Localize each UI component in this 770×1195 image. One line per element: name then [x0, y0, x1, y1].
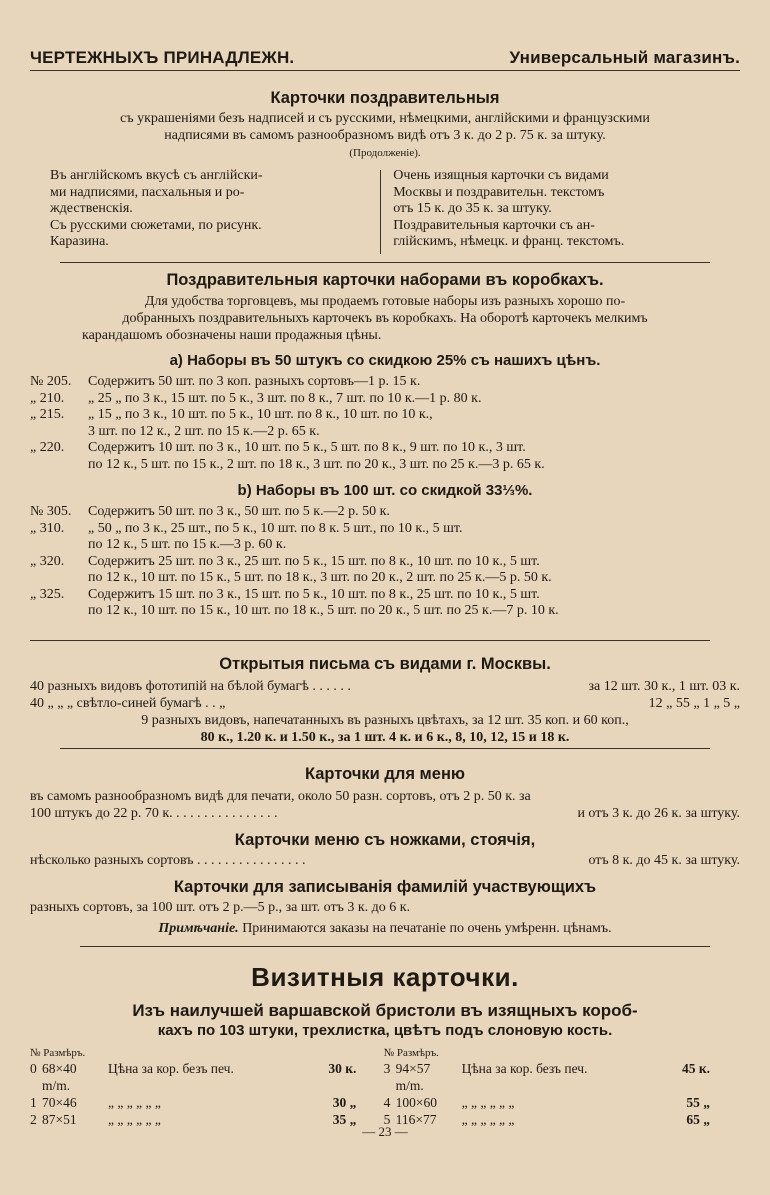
item-text: по 12 к., 10 шт. по 15 к., 10 шт. по 18 к., 5 шт. по 20 к., 5 шт. по 25 к.—7 р. 10 к.	[88, 603, 559, 618]
subsection-a-title: а) Наборы въ 50 штукъ со скидкою 25% съ нашихъ цѣнъ.	[169, 352, 601, 369]
section-visiting-cards	[30, 962, 740, 1041]
text-line: 9 разныхъ видовъ, напечатанныхъ въ разныхъ цвѣтахъ, за 12 шт. 35 коп. и 60 коп.,	[141, 713, 629, 728]
table-left	[30, 1046, 356, 1128]
section-box-sets	[30, 270, 740, 620]
list-item-continued	[30, 424, 740, 441]
section-title: Карточки поздравительныя	[270, 89, 500, 107]
list-item-continued	[30, 537, 740, 554]
two-column-block	[50, 168, 710, 256]
item-price: и отъ 3 к. до 26 к. за штуку.	[577, 806, 740, 821]
item-number: „ 220.	[30, 440, 65, 455]
list-item	[30, 504, 740, 521]
section-title: Поздравительныя карточки наборами въ коробкахъ.	[166, 271, 604, 289]
text-line: глійскимъ, нѣмецк. и франц. текстомъ.	[393, 234, 625, 249]
text-line: ждественскія.	[50, 201, 133, 216]
item-text: Содержитъ 50 шт. по 3 коп. разныхъ сортовъ—1 р. 15 к.	[88, 374, 421, 389]
item-price: отъ 8 к. до 45 к. за штуку.	[588, 853, 740, 868]
list-item	[30, 554, 740, 571]
item-text: нѣсколько разныхъ сортовъ . . . . . . . . . . . . . . . .	[30, 853, 306, 868]
note-text: Принимаются заказы на печатаніе по очень умѣренн. цѣнамъ.	[242, 921, 612, 936]
note-label: Примѣчаніе.	[158, 921, 239, 936]
list-item	[30, 407, 740, 424]
item-text: „ 25 „ по 3 к., 15 шт. по 5 к., 3 шт. по 8 к., 7 шт. по 10 к.—1 р. 80 к.	[88, 390, 482, 406]
section-postcards	[30, 654, 740, 746]
text-line: 80 к., 1.20 к. и 1.50 к., за 1 шт. 4 к. и 6 к., 8, 10, 12, 15 и 18 к.	[200, 730, 570, 745]
header-right: Универсальный магазинъ.	[509, 48, 740, 67]
text-line: Каразина.	[50, 234, 109, 249]
list-item	[30, 391, 740, 408]
item-price: 12 „ 55 „ 1 „ 5 „	[648, 696, 740, 711]
table-row: 0 68×40 m/m. Цѣна за кор. безъ печ. 30 к.	[30, 1061, 357, 1093]
table-row: 3 94×57 m/m. Цѣна за кор. безъ печ. 45 к.	[383, 1061, 710, 1093]
section-title: Карточки для меню	[304, 765, 465, 783]
section-menu-cards	[30, 764, 740, 937]
section-greeting-cards	[30, 88, 740, 160]
right-column	[393, 168, 710, 251]
list-item	[30, 521, 740, 538]
list-item-continued	[30, 603, 740, 620]
item-number: „ 310.	[30, 520, 65, 536]
item-text: 40 „ „ „ свѣтло-синей бумагѣ . . „	[30, 696, 226, 711]
list-item	[30, 587, 740, 604]
item-text: Содержитъ 25 шт. по 3 к., 25 шт. по 5 к., 15 шт. по 8 к., 10 шт. по 10 к., 5 шт.	[88, 553, 540, 569]
left-column	[50, 168, 367, 251]
entries-a	[30, 374, 740, 473]
section-title: Открытыя письма съ видами г. Москвы.	[219, 655, 551, 673]
item-text: 3 шт. по 12 к., 2 шт. по 15 к.—2 р. 65 к.	[88, 423, 320, 439]
table-row: 2 87×51 „ „ „ „ „ „ 35 „	[30, 1112, 357, 1127]
divider	[80, 946, 710, 947]
text-line: въ самомъ разнообразномъ видѣ для печати, около 50 разн. сортовъ, отъ 2 р. 50 к. за	[30, 789, 531, 804]
item-text: по 12 к., 5 шт. по 15 к., 2 шт. по 18 к., 3 шт. по 20 к., 3 шт. по 25 к.—3 р. 65 к.	[88, 456, 545, 472]
note-line	[30, 920, 740, 937]
list-item-continued	[30, 457, 740, 474]
item-number: „ 210.	[30, 390, 65, 406]
item-text: Содержитъ 10 шт. по 3 к., 10 шт. по 5 к., 5 шт. по 8 к., 9 шт. по 10 к., 3 шт.	[88, 440, 526, 455]
text-line: Въ англійскомъ вкусѣ съ англійски-	[50, 168, 263, 183]
text-line: Поздравительныя карточки съ ан-	[393, 217, 595, 233]
item-text: „ 50 „ по 3 к., 25 шт., по 5 к., 10 шт. по 8 к. 5 шт., по 10 к., 5 шт.	[88, 520, 463, 536]
subsection-title: Карточки меню съ ножками, стоячія,	[234, 831, 536, 849]
table-row: 4 100×60 „ „ „ „ „ „ 55 „	[383, 1095, 710, 1110]
table-header: № Размѣръ.	[30, 1047, 86, 1059]
running-header	[30, 30, 740, 71]
price-line	[30, 695, 740, 712]
text-line: Для удобства торговцевъ, мы продаемъ готовые наборы изъ разныхъ хорошо по-	[144, 294, 626, 309]
text-line: съ украшеніями безъ надписей и съ русскими, нѣмецкими, англійскими и французскими	[120, 111, 650, 126]
price-line	[30, 805, 740, 822]
item-number: „ 215.	[30, 407, 65, 422]
entries-b	[30, 504, 740, 620]
text-line: Москвы и поздравительн. текстомъ	[393, 184, 605, 200]
continued-note: (Продолженіе).	[349, 147, 421, 159]
item-text: 40 разныхъ видовъ фототипій на бѣлой бумагѣ . . . . . .	[30, 679, 351, 694]
text-line: отъ 15 к. до 35 к. за штуку.	[393, 201, 552, 216]
item-text: по 12 к., 10 шт. по 15 к., 5 шт. по 18 к., 3 шт. по 20 к., 2 шт. по 25 к.—5 р. 50 к.	[88, 570, 552, 585]
item-number: „ 325.	[30, 586, 65, 602]
table-row: 5 116×77 „ „ „ „ „ „ 65 „	[383, 1112, 710, 1127]
subtitle-line: Изъ наилучшей варшавской бристоли въ изящныхъ короб-	[132, 1001, 638, 1020]
text-line: разныхъ сортовъ, за 100 шт. отъ 2 р.—5 р., за шт. отъ 3 к. до 6 к.	[30, 900, 411, 915]
text-line: ми надписями, пасхальныя и ро-	[50, 184, 245, 200]
section-title: Визитныя карточки.	[251, 962, 519, 992]
item-number: № 305.	[30, 504, 72, 519]
divider	[30, 640, 710, 641]
item-text: Содержитъ 50 шт. по 3 к., 50 шт. по 5 к.—2 р. 50 к.	[88, 504, 390, 519]
item-number: № 205.	[30, 374, 72, 389]
item-text: Содержитъ 15 шт. по 3 к., 15 шт. по 5 к., 10 шт. по 8 к., 25 шт. по 10 к., 5 шт.	[88, 586, 540, 602]
item-number: „ 320.	[30, 553, 65, 569]
price-line	[30, 852, 740, 869]
text-line: добранныхъ поздравительныхъ карточекъ въ коробкахъ. На оборотѣ карточекъ мелкимъ	[122, 311, 648, 326]
item-text: 100 штукъ до 22 р. 70 к. . . . . . . . . . . . . . . .	[30, 806, 278, 821]
item-text: по 12 к., 5 шт. по 15 к.—3 р. 60 к.	[88, 537, 287, 552]
table-row: 1 70×46 „ „ „ „ „ „ 30 „	[30, 1095, 357, 1110]
list-item	[30, 440, 740, 457]
list-item	[30, 374, 740, 391]
intro-paragraph	[30, 293, 740, 344]
list-item-continued	[30, 570, 740, 587]
divider	[60, 262, 710, 263]
divider	[60, 748, 710, 749]
item-price: за 12 шт. 30 к., 1 шт. 03 к.	[588, 679, 740, 694]
header-left: ЧЕРТЕЖНЫХЪ ПРИНАДЛЕЖН.	[30, 48, 295, 67]
price-line	[30, 678, 740, 695]
subsection-b-title: b) Наборы въ 100 шт. со скидкой 33⅓%.	[237, 482, 533, 499]
text-line: карандашомъ обозначены наши продажныя цѣны.	[82, 328, 382, 343]
item-text: „ 15 „ по 3 к., 10 шт. по 5 к., 10 шт. по 8 к., 10 шт. по 10 к.,	[88, 407, 433, 422]
subsection-title: Карточки для записыванія фамилій участвующихъ	[173, 878, 597, 896]
table-right	[384, 1046, 710, 1128]
subtitle-line: кахъ по 103 штуки, трехлистка, цвѣтъ подъ слоновую кость.	[157, 1022, 613, 1039]
text-line: надписями въ самомъ разнообразномъ видѣ отъ 3 к. до 2 р. 75 к. за штуку.	[164, 128, 606, 143]
page-number: — 23 —	[362, 1124, 408, 1139]
column-divider	[380, 170, 381, 254]
table-header: № Размѣръ.	[383, 1047, 439, 1059]
text-line: Очень изящныя карточки съ видами	[393, 168, 609, 183]
text-line: Съ русскими сюжетами, по рисунк.	[50, 217, 262, 233]
